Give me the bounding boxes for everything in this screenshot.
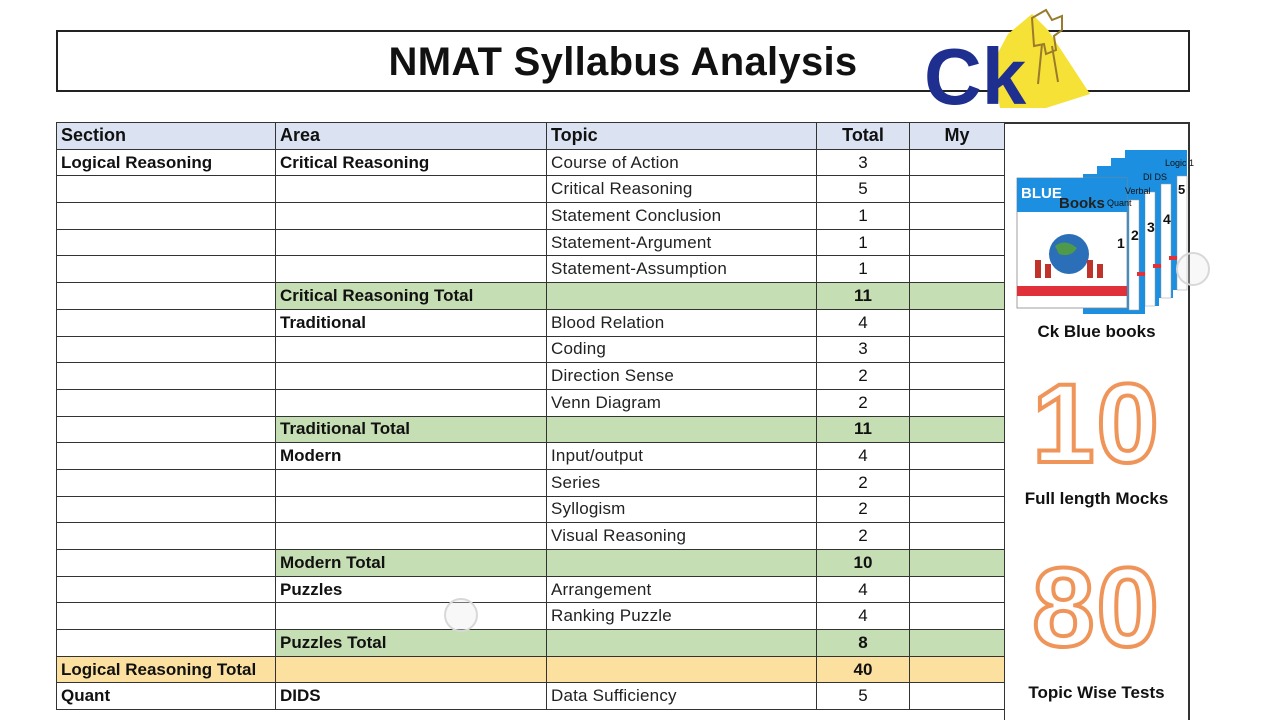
section-cell	[57, 550, 276, 577]
topic-cell: Syllogism	[547, 496, 817, 523]
area-cell	[276, 523, 547, 550]
table-row	[57, 443, 1005, 470]
area-cell: Modern	[276, 443, 547, 470]
header-area: Area	[276, 123, 547, 150]
area-cell	[276, 229, 547, 256]
tests-count: 80	[1032, 545, 1161, 670]
side-panel	[1004, 122, 1195, 720]
my-cell	[910, 203, 1005, 230]
area-cell	[276, 336, 547, 363]
header-my: My	[910, 123, 1005, 150]
section-cell	[57, 283, 276, 310]
topic-cell: Data Sufficiency	[547, 683, 817, 710]
my-cell	[910, 469, 1005, 496]
section-cell	[57, 309, 276, 336]
table-row	[57, 683, 1005, 710]
section-cell	[57, 389, 276, 416]
my-cell	[910, 523, 1005, 550]
ck-logo	[922, 4, 1098, 121]
volume-number-5: 5	[1178, 182, 1186, 197]
area-cell	[276, 603, 547, 630]
table-row	[57, 363, 1005, 390]
total-cell: 8	[817, 630, 910, 657]
section-cell	[57, 229, 276, 256]
total-cell: 2	[817, 363, 910, 390]
my-cell	[910, 603, 1005, 630]
spine-label-2: DI DS	[1143, 172, 1168, 182]
blue-books-label: Ck Blue books	[1037, 322, 1156, 341]
topic-cell: Ranking Puzzle	[547, 603, 817, 630]
total-cell: 2	[817, 523, 910, 550]
topic-cell: Statement-Assumption	[547, 256, 817, 283]
my-cell	[910, 683, 1005, 710]
table-row	[57, 309, 1005, 336]
topic-cell: Coding	[547, 336, 817, 363]
total-cell: 4	[817, 443, 910, 470]
topic-cell	[547, 550, 817, 577]
area-cell: Critical Reasoning	[276, 149, 547, 176]
my-cell	[910, 576, 1005, 603]
section-cell	[57, 576, 276, 603]
topic-cell	[547, 283, 817, 310]
topic-cell	[547, 630, 817, 657]
my-cell	[910, 656, 1005, 683]
area-cell	[276, 203, 547, 230]
total-cell: 5	[817, 176, 910, 203]
total-cell: 2	[817, 469, 910, 496]
table-row	[57, 523, 1005, 550]
total-cell: 4	[817, 309, 910, 336]
table-row	[57, 576, 1005, 603]
section-cell	[57, 363, 276, 390]
topic-cell	[547, 416, 817, 443]
table-row	[57, 469, 1005, 496]
mocks-count: 10	[1032, 361, 1161, 486]
area-total-row	[57, 630, 1005, 657]
tests-label: Topic Wise Tests	[1028, 683, 1165, 702]
section-cell	[57, 603, 276, 630]
my-cell	[910, 550, 1005, 577]
section-cell	[57, 469, 276, 496]
topic-cell	[547, 656, 817, 683]
syllabus-table	[56, 122, 1005, 710]
table-header-row	[57, 123, 1005, 150]
section-cell	[57, 203, 276, 230]
area-cell	[276, 469, 547, 496]
total-cell: 4	[817, 576, 910, 603]
section-cell: Quant	[57, 683, 276, 710]
book-cover-title-1: BLUE	[1021, 185, 1062, 202]
cursor-indicator	[444, 598, 478, 632]
total-cell: 5	[817, 683, 910, 710]
header-section: Section	[57, 123, 276, 150]
area-cell: Traditional	[276, 309, 547, 336]
my-cell	[910, 363, 1005, 390]
total-cell: 1	[817, 256, 910, 283]
area-cell	[276, 363, 547, 390]
section-cell	[57, 256, 276, 283]
my-cell	[910, 309, 1005, 336]
topic-cell: Course of Action	[547, 149, 817, 176]
my-cell	[910, 336, 1005, 363]
table-row	[57, 149, 1005, 176]
volume-number-3: 3	[1147, 219, 1155, 235]
total-cell: 10	[817, 550, 910, 577]
my-cell	[910, 630, 1005, 657]
my-cell	[910, 256, 1005, 283]
topic-cell: Venn Diagram	[547, 389, 817, 416]
logo-text: Ck	[924, 32, 1027, 121]
section-cell	[57, 416, 276, 443]
page-title: NMAT Syllabus Analysis	[388, 40, 858, 84]
header-total: Total	[817, 123, 910, 150]
table-row	[57, 203, 1005, 230]
topic-cell: Statement-Argument	[547, 229, 817, 256]
topic-cell: Critical Reasoning	[547, 176, 817, 203]
table-row	[57, 176, 1005, 203]
section-cell	[57, 523, 276, 550]
area-total-row	[57, 550, 1005, 577]
syllabus-table-container	[56, 122, 1004, 720]
section-cell: Logical Reasoning Total	[57, 656, 276, 683]
topic-cell: Visual Reasoning	[547, 523, 817, 550]
volume-number-2: 2	[1131, 227, 1139, 243]
section-cell	[57, 443, 276, 470]
blue-books-image	[1015, 136, 1195, 311]
total-cell: 3	[817, 149, 910, 176]
total-cell: 4	[817, 603, 910, 630]
total-cell: 40	[817, 656, 910, 683]
area-cell: Modern Total	[276, 550, 547, 577]
volume-number-4: 4	[1163, 211, 1171, 227]
my-cell	[910, 149, 1005, 176]
section-cell	[57, 176, 276, 203]
topic-cell: Arrangement	[547, 576, 817, 603]
section-cell	[57, 336, 276, 363]
area-cell: DIDS	[276, 683, 547, 710]
table-row	[57, 229, 1005, 256]
total-cell: 2	[817, 389, 910, 416]
area-cell	[276, 496, 547, 523]
my-cell	[910, 229, 1005, 256]
table-row	[57, 256, 1005, 283]
total-cell: 2	[817, 496, 910, 523]
area-cell: Traditional Total	[276, 416, 547, 443]
area-cell: Critical Reasoning Total	[276, 283, 547, 310]
area-cell	[276, 389, 547, 416]
area-cell: Puzzles Total	[276, 630, 547, 657]
my-cell	[910, 176, 1005, 203]
table-row	[57, 496, 1005, 523]
total-cell: 3	[817, 336, 910, 363]
my-cell	[910, 443, 1005, 470]
cursor-indicator	[1176, 252, 1210, 286]
table-row	[57, 389, 1005, 416]
spine-label-3: Verbal	[1125, 186, 1151, 196]
mocks-label: Full length Mocks	[1024, 489, 1169, 508]
area-cell: Puzzles	[276, 576, 547, 603]
my-cell	[910, 283, 1005, 310]
book-cover-title-2: Books	[1059, 195, 1105, 212]
topic-cell: Statement Conclusion	[547, 203, 817, 230]
area-total-row	[57, 283, 1005, 310]
topic-cell: Series	[547, 469, 817, 496]
table-row	[57, 603, 1005, 630]
table-row	[57, 336, 1005, 363]
topic-cell: Direction Sense	[547, 363, 817, 390]
area-total-row	[57, 416, 1005, 443]
spine-label-1: Logic 1	[1165, 158, 1195, 168]
section-cell: Logical Reasoning	[57, 149, 276, 176]
area-cell	[276, 656, 547, 683]
my-cell	[910, 496, 1005, 523]
section-total-row	[57, 656, 1005, 683]
area-cell	[276, 176, 547, 203]
header-topic: Topic	[547, 123, 817, 150]
spine-label-4: Quant	[1107, 198, 1132, 208]
area-cell	[276, 256, 547, 283]
total-cell: 11	[817, 283, 910, 310]
section-cell	[57, 496, 276, 523]
my-cell	[910, 389, 1005, 416]
total-cell: 11	[817, 416, 910, 443]
my-cell	[910, 416, 1005, 443]
topic-cell: Input/output	[547, 443, 817, 470]
topic-cell: Blood Relation	[547, 309, 817, 336]
total-cell: 1	[817, 203, 910, 230]
volume-number-1: 1	[1117, 235, 1125, 251]
total-cell: 1	[817, 229, 910, 256]
section-cell	[57, 630, 276, 657]
